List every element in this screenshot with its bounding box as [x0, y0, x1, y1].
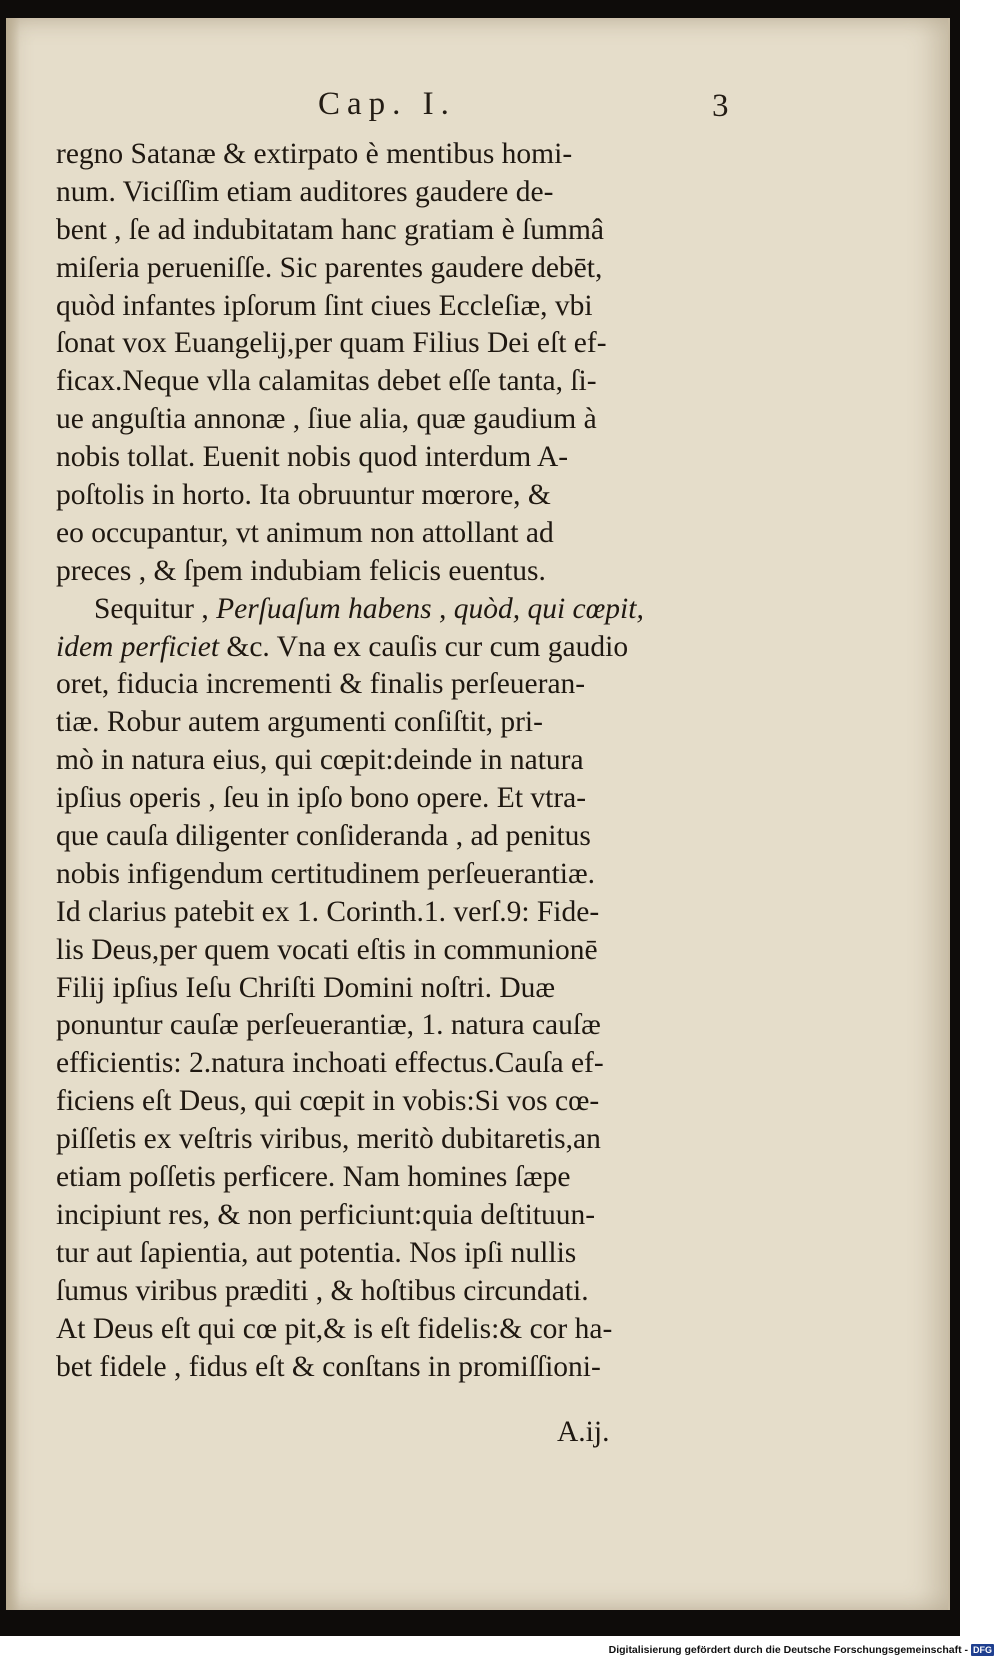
text-line: piſſetis ex veſtris viribus, meritò dubitaretis,an [56, 1123, 601, 1156]
text-line: num. Viciſſim etiam auditores gaudere de- [56, 175, 554, 208]
text-line: ſonat vox Euangelij,per quam Filius Dei eſt ef- [56, 327, 607, 360]
text-line: preces , & ſpem indubiam felicis euentus. [56, 554, 546, 587]
paragraph-start-line [56, 591, 738, 629]
italic-quotation: idem perficiet [56, 630, 220, 663]
paragraph-intro: Sequitur , [94, 592, 217, 625]
body-text [56, 136, 738, 1386]
catchword-signature: A.ij. [557, 1416, 610, 1448]
text-line: bet fidele , fidus eſt & conſtans in promiſſioni- [56, 1350, 601, 1383]
text-line: Filij ipſius Ieſu Chriſti Domini noſtri. Duæ [56, 971, 556, 1004]
text-line [56, 629, 738, 667]
dfg-logo: DFG [973, 1645, 992, 1655]
page-edge-shadow [6, 18, 20, 1610]
text-line: lis Deus,per quem vocati eſtis in communionē [56, 933, 598, 966]
text-line: oret, fiducia incrementi & finalis perſeueran- [56, 668, 586, 701]
text-line: tiæ. Robur autem argumenti conſiſtit, pri- [56, 706, 543, 739]
text-line: regno Satanæ & extirpato è mentibus homi- [56, 138, 573, 170]
chapter-heading: Cap. I. [318, 86, 456, 122]
page-number: 3 [712, 88, 729, 124]
text-line: miſeria perueniſſe. Sic parentes gaudere debēt, [56, 251, 603, 284]
text-line: poſtolis in horto. Ita obruuntur mœrore, & [56, 479, 551, 512]
text-line: ficiens eſt Deus, qui cœpit in vobis:Si vos cœ- [56, 1085, 600, 1118]
text-line: ue anguſtia annonæ , ſiue alia, quæ gaudium à [56, 403, 597, 436]
text-line: eo occupantur, vt animum non attollant ad [56, 516, 554, 549]
book-page [6, 18, 950, 1610]
text-line: nobis tollat. Euenit nobis quod interdum A- [56, 441, 569, 474]
text-line: ponuntur cauſæ perſeuerantiæ, 1. natura cauſæ [56, 1009, 601, 1042]
text-line: ficax.Neque vlla calamitas debet eſſe tanta, ſi- [56, 365, 597, 398]
line-continuation: &c. Vna ex cauſis cur cum gaudio [219, 630, 629, 663]
text-line: tur aut ſapientia, aut potentia. Nos ipſi nullis [56, 1236, 577, 1269]
text-line: que cauſa diligenter conſideranda , ad penitus [56, 820, 591, 853]
credit-text: Digitalisierung gefördert durch die Deutsche Forschungsgemeinschaft - [608, 1644, 968, 1656]
text-line: incipiunt res, & non perficiunt:quia deſtituun- [56, 1198, 596, 1231]
digitization-credit [609, 1644, 994, 1656]
text-line: ipſius operis , ſeu in ipſo bono opere. Et vtra- [56, 782, 587, 815]
text-line: nobis infigendum certitudinem perſeuerantiæ. [56, 857, 596, 890]
text-line: etiam poſſetis perficere. Nam homines ſæpe [56, 1161, 571, 1194]
italic-quotation: Perſuaſum habens , quòd, qui cœpit, [216, 592, 644, 625]
text-line: quòd infantes ipſorum ſint ciues Eccleſiæ, vbi [56, 289, 593, 322]
text-line: efficientis: 2.natura inchoati effectus.Cauſa ef- [56, 1047, 604, 1080]
text-line: mò in natura eius, qui cœpit:deinde in natura [56, 744, 584, 777]
text-line: At Deus eſt qui cœ pit,& is eſt fidelis:& cor ha- [56, 1312, 613, 1345]
text-line: bent , ſe ad indubitatam hanc gratiam è ſummâ [56, 213, 605, 246]
text-line: Id clarius patebit ex 1. Corinth.1. verſ.9: Fide- [56, 895, 600, 928]
text-line: ſumus viribus præditi , & hoſtibus circundati. [56, 1274, 589, 1307]
